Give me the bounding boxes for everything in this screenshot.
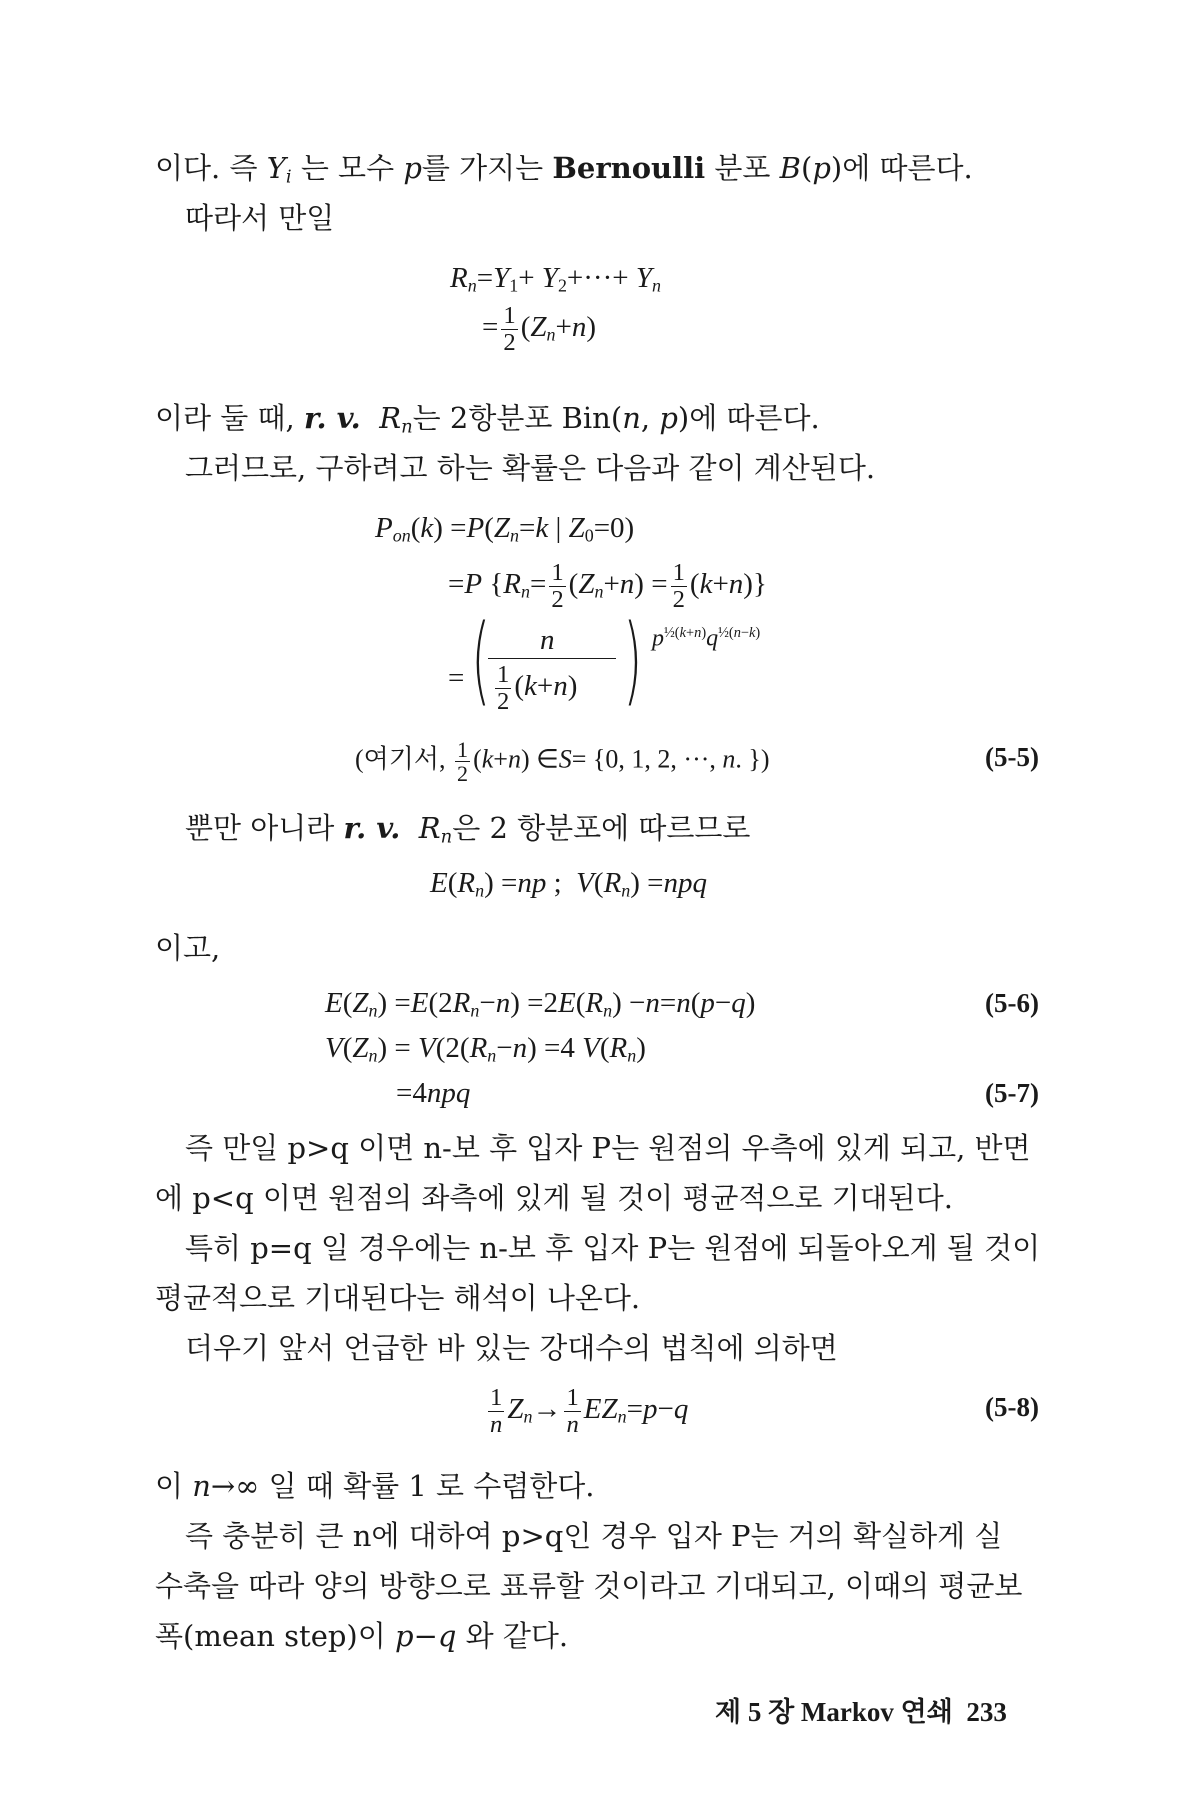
left-paren: ( (471, 604, 491, 716)
text-span: 은 2 항분포에 따르므로 (452, 811, 751, 845)
text-span: 와 같다. (465, 1619, 569, 1653)
text-span: Bernoulli (552, 151, 706, 185)
text-span: 분포 (705, 151, 780, 185)
text-span: 에 따른다. (689, 401, 820, 435)
binom-powers: $p^{\frac{1}{2}(k+n)}q^{\frac{1}{2}(n-k)}$ (652, 625, 761, 652)
equation-mean-var-rn: $E(R_n) =np$ ; $V(R_n) =npq$ (430, 867, 708, 901)
text-line-1: 이다. 즉 $Y_i$ 는 모수 p를 가지는 Bernoulli 분포 B(p)에 따른다. (155, 151, 973, 188)
equation-4npq: =4npq (396, 1077, 471, 1109)
equation-where: (여기서, $\frac{1}{2}$ (k+n) ∈S= {0, 1, 2, ···, n. }) (355, 737, 770, 787)
equation-pon-def: $P_{on}(k) =P(Z_n=k$ | $Z_0=0$) (375, 512, 635, 546)
paragraph-5-line-3: 폭(mean step)이 p−q 와 같다. (155, 1619, 569, 1653)
binom-top: n (540, 624, 555, 656)
chapter-label: 제 5 장 Markov 연쇄 (715, 1697, 953, 1727)
equation-label-5-6: (5-6) (985, 988, 1039, 1018)
text-line-4: 그러므로, 구하려고 하는 확률은 다음과 같이 계산된다. (185, 451, 876, 485)
text-span: 를 가지는 (421, 151, 553, 185)
equation-pon-step2: =P {$R_n=$ $\frac{1}{2}$ $(Z_n+n)$ = $\frac{1}{2}$ (k+n)} (448, 559, 767, 613)
equation-slln: $\frac{1}{n}$ $Z_n\to$ $\frac{1}{n}$ $EZ_n=p-q$ (490, 1384, 689, 1438)
text-span: 일 때 확률 1 로 수렴한다. (259, 1469, 595, 1503)
text-span: 폭(mean step)이 (155, 1619, 395, 1653)
equation-pon-equals: = (448, 662, 465, 694)
paragraph-1-line-2: 에 p<q 이면 원점의 좌측에 있게 될 것이 평균적으로 기대된다. (155, 1181, 953, 1215)
paragraph-3: 더우기 앞서 언급한 바 있는 강대수의 법칙에 의하면 (185, 1331, 838, 1365)
paragraph-5-line-2: 수축을 따라 양의 방향으로 표류할 것이라고 기대되고, 이때의 평균보 (155, 1569, 1023, 1603)
text-line-2: 따라서 만일 (185, 201, 335, 235)
text-span: 이라 둘 때, (155, 401, 304, 435)
text-line-3: 이라 둘 때, r. v. $R_n$는 2항분포 Bin(n, p)에 따른다. (155, 401, 820, 438)
text-span: 이 (155, 1469, 193, 1503)
text-span: 뿐만 아니라 (185, 811, 344, 845)
page-number: 233 (966, 1697, 1007, 1727)
text-span: r. v. (343, 811, 401, 845)
right-paren: ) (623, 604, 643, 716)
text-span: 에 따른다. (842, 151, 973, 185)
text-span: (여기서, (355, 744, 453, 774)
text-line-5: 뿐만 아니라 r. v. $R_n$은 2 항분포에 따르므로 (185, 811, 751, 848)
paragraph-2-line-2: 평균적으로 기대된다는 해석이 나온다. (155, 1281, 641, 1315)
text-span: 는 모수 (300, 151, 404, 185)
text-span: 이다. 즉 (155, 151, 267, 185)
equation-label-5-5: (5-5) (985, 742, 1039, 772)
equation-v-zn: $V(Z_n) = V(2(R_n-n) =4$ $V(R_n)$ (325, 1032, 646, 1066)
text-span: 는 2항분포 Bin (412, 401, 611, 435)
equation-label-5-7: (5-7) (985, 1078, 1039, 1108)
paragraph-5-line-1: 즉 충분히 큰 n에 대하여 p>q인 경우 입자 P는 거의 확실하게 실 (185, 1519, 1003, 1553)
text-line-6: 이고, (155, 931, 221, 965)
paragraph-2-line-1: 특히 p=q 일 경우에는 n-보 후 입자 P는 원점에 되돌아오게 될 것이 (185, 1231, 1041, 1265)
equation-rn-sum: $R_n=Y_1+ Y_2+\cdot\cdot\cdot+ Y_n$ (450, 262, 661, 296)
equation-e-zn: $E(Z_n) =E(2R_n-n) =2E(R_n) -n=n(p-q)$ (325, 987, 756, 1021)
paragraph-1-line-1: 즉 만일 p>q 이면 n-보 후 입자 P는 원점의 우측에 있게 되고, 반면 (185, 1131, 1031, 1165)
binom-bottom: $\frac{1}{2}$ (k+n) (497, 661, 578, 715)
paragraph-4: 이 n→∞ 일 때 확률 1 로 수렴한다. (155, 1469, 595, 1503)
running-footer (715, 1690, 1007, 1729)
equation-rn-half: = $\frac{1}{2}$ $(Z_n+n)$ (482, 302, 597, 356)
binom-rule (488, 658, 616, 659)
equation-label-5-8: (5-8) (985, 1392, 1039, 1422)
text-span: r. v. (303, 401, 361, 435)
